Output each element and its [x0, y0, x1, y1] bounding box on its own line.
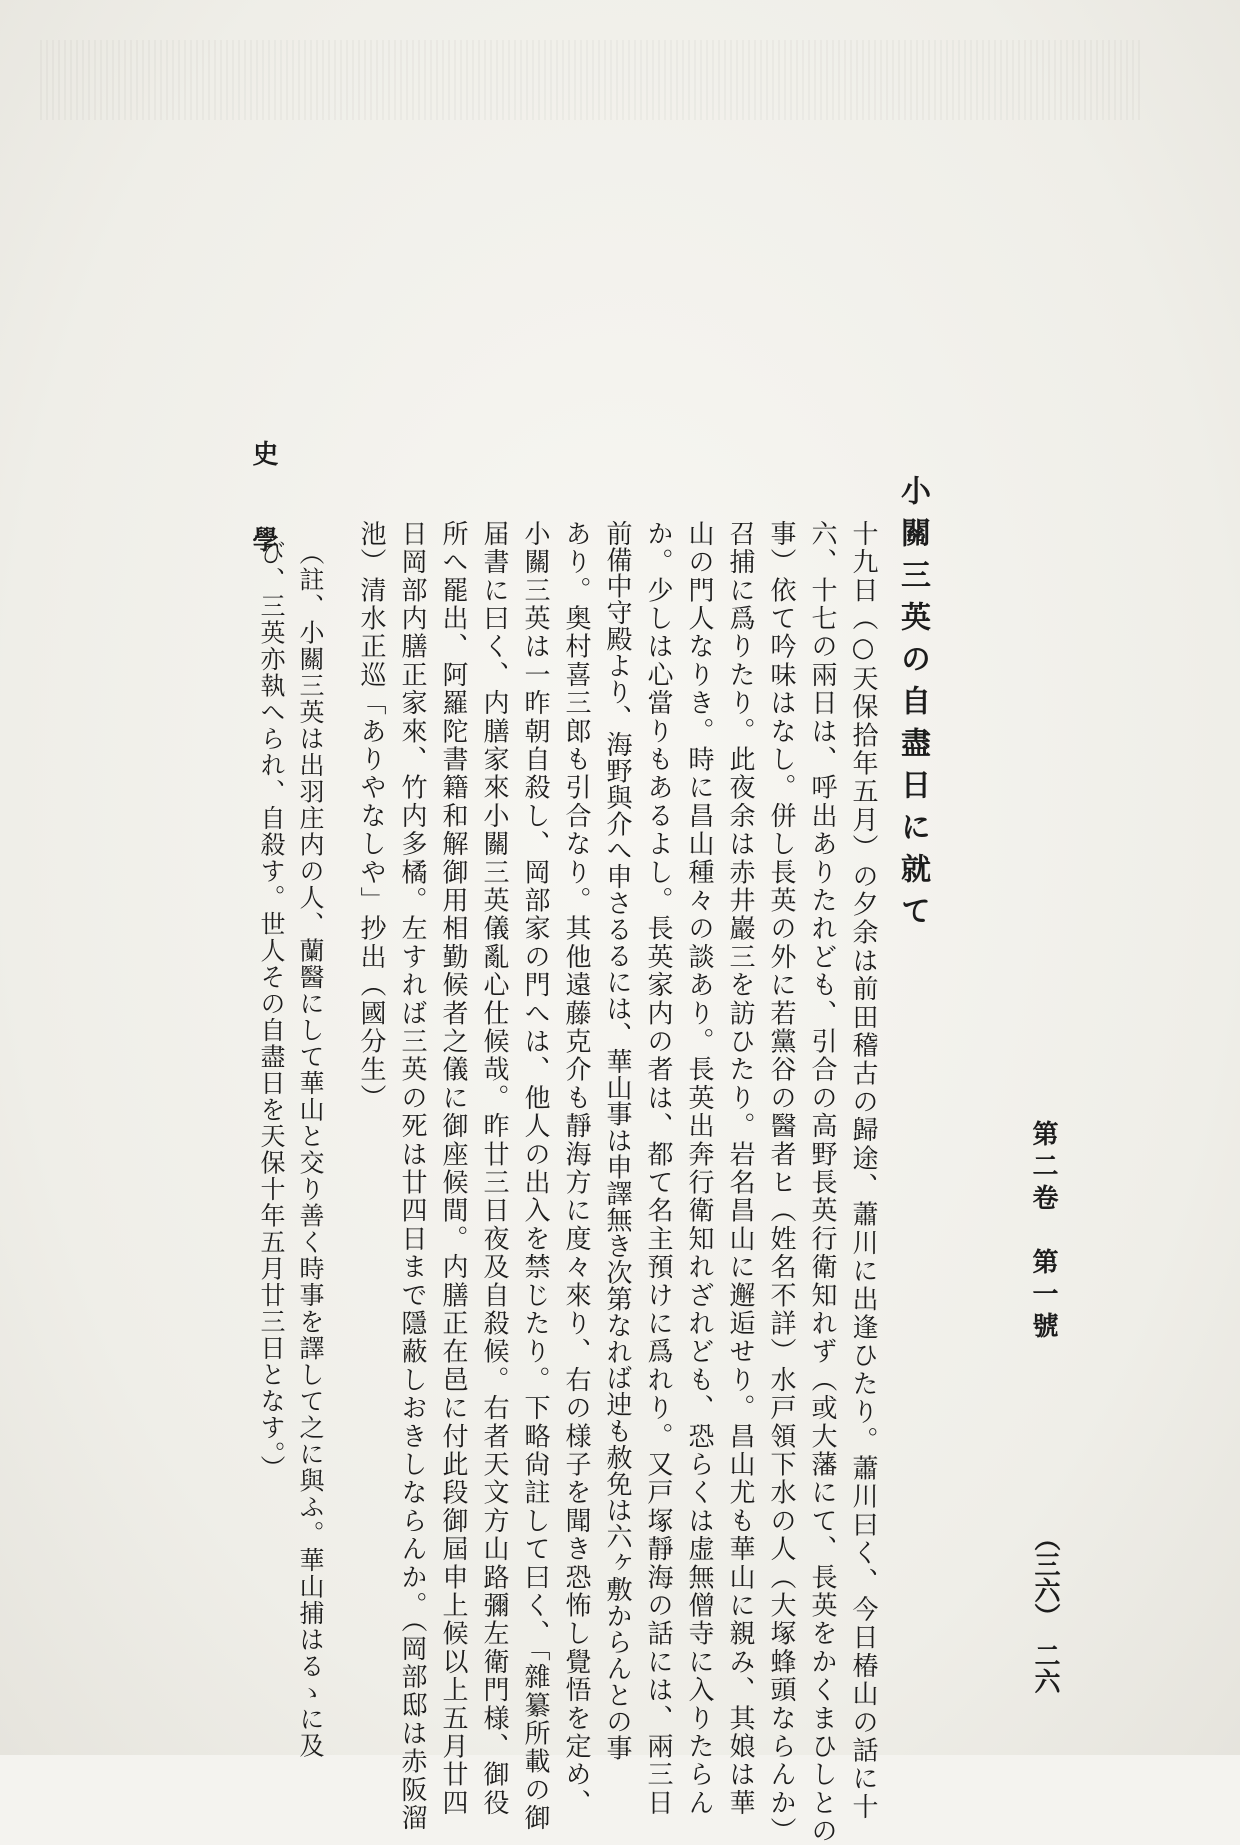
body-line: 小關三英は一昨朝自殺し、岡部家の門へは、他人の出入を禁じたり。下略尙註して曰く、「雜纂所載の御	[520, 520, 550, 1833]
page-number	[1032, 1525, 1058, 1694]
body-line: 召捕に爲りたり。此夜余は赤井巖三を訪ひたり。岩名昌山に邂逅せり。昌山尤も華山に親み、其娘は華	[725, 520, 755, 1818]
page-number-paren: （三六）	[1030, 1525, 1060, 1616]
page-number-kanji: 二六	[1030, 1642, 1060, 1694]
article-title: 小關三英の自盡日に就て	[895, 475, 930, 937]
note-line: び、三英亦執へられ、自殺す。世人その自盡日を天保十年五月廿三日となす。）	[257, 540, 286, 1482]
body-line: 事）依て吟味はなし。併し長英の外に若黨谷の醫者ヒ（姓名不詳）水戸領下水の人（大塚蜂頭ならんか）	[766, 520, 796, 1845]
body-line: 十九日（○天保拾年五月）の夕余は前田稽古の歸途、蕭川に出逢ひたり。蕭川曰く、今日椿山の話に十	[848, 520, 878, 1822]
note-line: （註、小關三英は出羽庄内の人、蘭醫にして華山と交り善く時事を譯して之に與ふ。華山捕はるゝに及	[296, 540, 325, 1759]
body-line: 山の門人なりき。時に昌山種々の談あり。長英出奔行衛知れざれども、恐らくは虚無僧寺に入りたらん	[684, 520, 714, 1818]
body-line: 所へ罷出、阿羅陀書籍和解御用相勤候者之儀に御座候間。内膳正在邑に付此段御屆申上候以上五月廿四	[438, 520, 468, 1818]
scan-artifact	[40, 40, 1140, 120]
body-line: 届書に曰く、内膳家來小關三英儀亂心仕候哉。昨廿三日夜及自殺候。右者天文方山路彌左衛門様、御役	[479, 520, 509, 1818]
body-line: 六、十七の兩日は、呼出ありたれども、引合の高野長英行衛知れず（或大藩にて、長英をかくまひしとの	[807, 520, 837, 1845]
body-line: 池）清水正巡「ありやなしや」抄出（國分生）	[356, 520, 386, 1113]
body-line: 前備中守殿より、海野與介へ申さるるには、華山事は申譯無き次第なれば迚も赦免は六ヶ敷からんとの事	[602, 520, 632, 1761]
body-line: あり。奥村喜三郎も引合なり。其他遠藤克介も靜海方に度々來り、右の様子を聞き恐怖し覺悟を定め、	[561, 520, 591, 1818]
body-line: 日岡部内膳正家來、竹内多橘。左すれば三英の死は廿四日まで隱蔽しおきしならんか。（岡部邸は赤阪溜	[397, 520, 427, 1833]
journal-name: 史學	[248, 440, 278, 612]
issue-label: 第二卷 第一號	[1028, 1120, 1058, 1344]
body-line: か。少しは心當りもあるよし。長英家内の者は、都て名主預けに爲れり。又戸塚靜海の話には、兩三日	[643, 520, 673, 1818]
